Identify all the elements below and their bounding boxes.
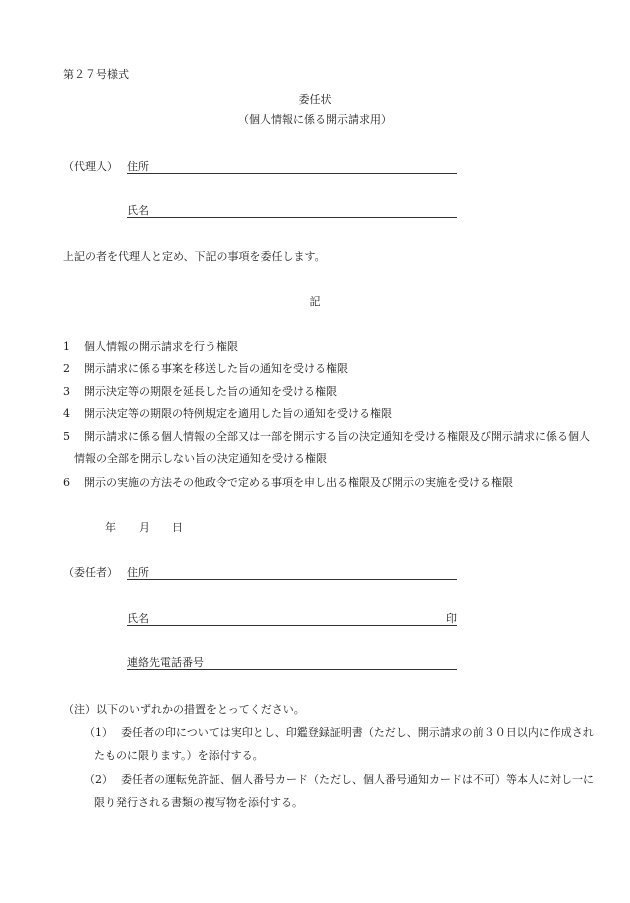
note-text: 委任者の運転免許証、個人番号カード（ただし、個人番号通知カードは不可）等本人に対し一に [121, 773, 594, 786]
note-number: （1） [84, 726, 113, 739]
item-number: 3 [63, 385, 70, 398]
item-number: 6 [63, 476, 70, 489]
principal-address-field[interactable] [127, 579, 457, 580]
principal-name-label: 氏名 [127, 612, 149, 625]
date-year-label: 年 [105, 521, 116, 534]
item-number: 1 [63, 340, 70, 353]
principal-label: （委任者） [63, 566, 118, 579]
item-number: 4 [63, 407, 70, 420]
item-text: 開示の実施の方法その他政令で定める事項を申し出る権限及び開示の実施を受ける権限 [84, 476, 513, 489]
document-title: 委任状 [298, 93, 332, 106]
agent-name-label: 氏名 [127, 204, 149, 217]
principal-address-label: 住所 [127, 566, 149, 579]
item-number: 2 [63, 362, 70, 375]
notes-heading: （注）以下のいずれかの措置をとってください。 [63, 703, 305, 716]
note-number: （2） [84, 773, 113, 786]
agent-address-field[interactable] [127, 173, 457, 174]
item-text: 開示決定等の期限の特例規定を適用した旨の通知を受ける権限 [84, 407, 392, 420]
date-day-label: 日 [172, 521, 183, 534]
seal-mark: 印 [446, 612, 457, 625]
note-text-continued: たものに限ります。）を添付する。 [94, 749, 264, 762]
agent-name-field[interactable] [127, 217, 457, 218]
agent-address-label: 住所 [127, 160, 149, 173]
form-number: 第２７号様式 [63, 68, 129, 81]
ki-heading: 記 [309, 295, 321, 308]
date-month-label: 月 [139, 521, 150, 534]
principal-name-field[interactable] [127, 625, 457, 626]
note-text-continued: 限り発行される書類の複写物を添付する。 [94, 796, 303, 809]
statement: 上記の者を代理人と定め、下記の事項を委任します。 [63, 250, 326, 263]
principal-phone-label: 連絡先電話番号 [127, 656, 204, 669]
note-text: 委任者の印については実印とし、印鑑登録証明書（ただし、開示請求の前３０日以内に作成され [121, 726, 594, 739]
item-text: 開示請求に係る個人情報の全部又は一部を開示する旨の決定通知を受ける権限及び開示請求に係る個人 [84, 430, 590, 443]
item-text: 個人情報の開示請求を行う権限 [84, 340, 238, 353]
item-number: 5 [63, 430, 70, 443]
document-subtitle: （個人情報に係る開示請求用） [238, 113, 392, 126]
item-text-continued: 情報の全部を開示しない旨の決定通知を受ける権限 [74, 452, 327, 465]
item-text: 開示決定等の期限を延長した旨の通知を受ける権限 [84, 385, 337, 398]
principal-phone-field[interactable] [127, 669, 457, 670]
agent-label: （代理人） [63, 160, 118, 173]
item-text: 開示請求に係る事案を移送した旨の通知を受ける権限 [84, 362, 348, 375]
